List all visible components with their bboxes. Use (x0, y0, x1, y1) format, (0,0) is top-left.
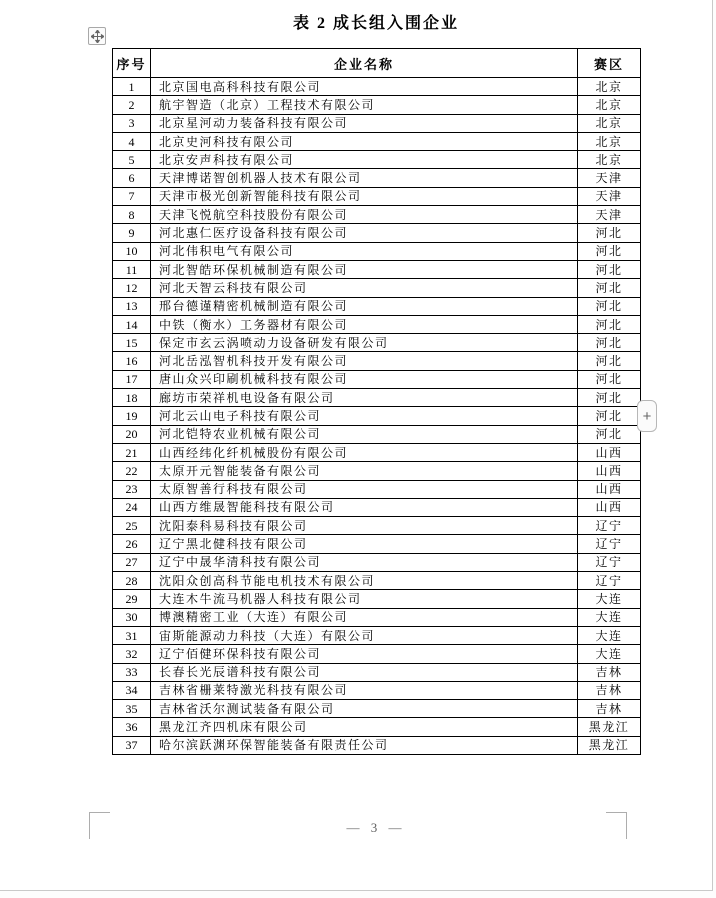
table-row (113, 535, 641, 553)
table-row (113, 279, 641, 297)
region-cell[interactable]: 大连 (578, 645, 641, 663)
table-row (113, 608, 641, 626)
company-name-cell[interactable]: 山西经纬化纤机械股份有限公司 (151, 443, 578, 461)
row-index-cell[interactable]: 19 (113, 407, 151, 425)
row-index-cell[interactable]: 21 (113, 443, 151, 461)
table-row (113, 663, 641, 681)
company-name-cell[interactable]: 宙斯能源动力科技（大连）有限公司 (151, 626, 578, 644)
region-cell[interactable]: 吉林 (578, 663, 641, 681)
row-index-cell[interactable]: 12 (113, 279, 151, 297)
row-index-cell[interactable]: 28 (113, 572, 151, 590)
company-name-cell[interactable]: 河北惠仁医疗设备科技有限公司 (151, 224, 578, 242)
company-name-cell[interactable]: 山西方维晟智能科技有限公司 (151, 498, 578, 516)
table-row (113, 700, 641, 718)
company-name-cell[interactable]: 黑龙江齐四机床有限公司 (151, 718, 578, 736)
region-cell[interactable]: 河北 (578, 425, 641, 443)
table-row (113, 517, 641, 535)
row-index-cell[interactable]: 13 (113, 297, 151, 315)
company-name-cell[interactable]: 河北铠特农业机械有限公司 (151, 425, 578, 443)
table-row (113, 498, 641, 516)
move-arrows-icon (91, 30, 104, 43)
row-index-cell[interactable]: 25 (113, 517, 151, 535)
company-name-cell[interactable]: 辽宁佰健环保科技有限公司 (151, 645, 578, 663)
region-cell[interactable]: 河北 (578, 315, 641, 333)
row-index-cell[interactable]: 22 (113, 462, 151, 480)
row-index-cell[interactable]: 9 (113, 224, 151, 242)
region-cell[interactable]: 吉林 (578, 681, 641, 699)
row-index-cell[interactable]: 35 (113, 700, 151, 718)
enterprise-table (112, 48, 641, 755)
table-row (113, 407, 641, 425)
row-index-cell[interactable]: 36 (113, 718, 151, 736)
region-cell[interactable]: 河北 (578, 389, 641, 407)
company-name-cell[interactable]: 河北伟积电气有限公司 (151, 242, 578, 260)
row-index-cell[interactable]: 4 (113, 132, 151, 150)
region-cell[interactable]: 北京 (578, 96, 641, 114)
company-name-cell[interactable]: 廊坊市荣祥机电设备有限公司 (151, 389, 578, 407)
region-cell[interactable]: 大连 (578, 626, 641, 644)
table-row (113, 553, 641, 571)
margin-corner-mark-left (89, 812, 110, 839)
region-cell[interactable]: 辽宁 (578, 553, 641, 571)
row-index-cell[interactable]: 16 (113, 352, 151, 370)
table-move-handle[interactable] (88, 27, 106, 45)
table-row (113, 590, 641, 608)
region-cell[interactable]: 北京 (578, 114, 641, 132)
table-row (113, 132, 641, 150)
row-index-cell[interactable]: 14 (113, 315, 151, 333)
region-cell[interactable]: 天津 (578, 187, 641, 205)
row-index-cell[interactable]: 1 (113, 78, 151, 96)
region-cell[interactable]: 河北 (578, 242, 641, 260)
table-row (113, 334, 641, 352)
company-name-cell[interactable]: 辽宁中晟华清科技有限公司 (151, 553, 578, 571)
table-row (113, 718, 641, 736)
header-row (113, 49, 641, 78)
company-name-cell[interactable]: 唐山众兴印刷机械科技有限公司 (151, 370, 578, 388)
region-cell[interactable]: 大连 (578, 608, 641, 626)
region-cell[interactable]: 辽宁 (578, 535, 641, 553)
table-row (113, 389, 641, 407)
region-cell[interactable]: 黑龙江 (578, 718, 641, 736)
row-index-cell[interactable]: 11 (113, 260, 151, 278)
region-cell[interactable]: 山西 (578, 462, 641, 480)
company-name-cell[interactable]: 邢台德谨精密机械制造有限公司 (151, 297, 578, 315)
row-index-cell[interactable]: 31 (113, 626, 151, 644)
row-index-cell[interactable]: 6 (113, 169, 151, 187)
company-name-cell[interactable]: 沈阳众创高科节能电机技术有限公司 (151, 572, 578, 590)
row-index-cell[interactable]: 20 (113, 425, 151, 443)
company-name-cell[interactable]: 沈阳泰科易科技有限公司 (151, 517, 578, 535)
region-cell[interactable]: 河北 (578, 352, 641, 370)
table-row (113, 206, 641, 224)
row-index-cell[interactable]: 23 (113, 480, 151, 498)
header-index[interactable]: 序号 (113, 49, 151, 78)
row-index-cell[interactable]: 26 (113, 535, 151, 553)
row-index-cell[interactable]: 15 (113, 334, 151, 352)
company-name-cell[interactable]: 大连木牛流马机器人科技有限公司 (151, 590, 578, 608)
table-row (113, 297, 641, 315)
region-cell[interactable]: 吉林 (578, 700, 641, 718)
company-name-cell[interactable]: 河北岳泓智机科技开发有限公司 (151, 352, 578, 370)
table-row (113, 572, 641, 590)
table-row (113, 626, 641, 644)
table-row (113, 480, 641, 498)
table-row (113, 370, 641, 388)
table-row (113, 224, 641, 242)
company-name-cell[interactable]: 哈尔滨跃渊环保智能装备有限责任公司 (151, 736, 578, 754)
region-cell[interactable]: 山西 (578, 498, 641, 516)
company-name-cell[interactable]: 辽宁黑北健科技有限公司 (151, 535, 578, 553)
row-index-cell[interactable]: 34 (113, 681, 151, 699)
table-title[interactable]: 表 2 成长组入围企业 (292, 15, 459, 32)
row-index-cell[interactable]: 17 (113, 370, 151, 388)
row-index-cell[interactable]: 18 (113, 389, 151, 407)
row-index-cell[interactable]: 8 (113, 206, 151, 224)
table-row (113, 315, 641, 333)
company-name-cell[interactable]: 北京星河动力装备科技有限公司 (151, 114, 578, 132)
region-cell[interactable]: 北京 (578, 132, 641, 150)
plus-button[interactable]: + (637, 400, 657, 432)
region-cell[interactable]: 辽宁 (578, 517, 641, 535)
company-name-cell[interactable]: 太原智善行科技有限公司 (151, 480, 578, 498)
table-row (113, 151, 641, 169)
company-name-cell[interactable]: 天津市极光创新智能科技有限公司 (151, 187, 578, 205)
table-row (113, 352, 641, 370)
table-row (113, 169, 641, 187)
row-index-cell[interactable]: 32 (113, 645, 151, 663)
row-index-cell[interactable]: 7 (113, 187, 151, 205)
region-cell[interactable]: 山西 (578, 443, 641, 461)
table-row (113, 242, 641, 260)
header-region[interactable]: 赛区 (578, 49, 641, 78)
header-name[interactable]: 企业名称 (151, 49, 578, 78)
row-index-cell[interactable]: 27 (113, 553, 151, 571)
row-index-cell[interactable]: 2 (113, 96, 151, 114)
company-name-cell[interactable]: 天津博诺智创机器人技术有限公司 (151, 169, 578, 187)
company-name-cell[interactable]: 保定市玄云涡喷动力设备研发有限公司 (151, 334, 578, 352)
company-name-cell[interactable]: 太原开元智能装备有限公司 (151, 462, 578, 480)
region-cell[interactable]: 河北 (578, 224, 641, 242)
company-name-cell[interactable]: 河北智皓环保机械制造有限公司 (151, 260, 578, 278)
region-cell[interactable]: 大连 (578, 590, 641, 608)
region-cell[interactable]: 黑龙江 (578, 736, 641, 754)
region-cell[interactable]: 河北 (578, 297, 641, 315)
company-name-cell[interactable]: 中铁（衡水）工务器材有限公司 (151, 315, 578, 333)
row-index-cell[interactable]: 37 (113, 736, 151, 754)
row-index-cell[interactable]: 29 (113, 590, 151, 608)
region-cell[interactable]: 天津 (578, 206, 641, 224)
company-name-cell[interactable]: 河北云山电子科技有限公司 (151, 407, 578, 425)
region-cell[interactable]: 河北 (578, 370, 641, 388)
page-number: — 3 — (346, 820, 406, 835)
row-index-cell[interactable]: 3 (113, 114, 151, 132)
row-index-cell[interactable]: 10 (113, 242, 151, 260)
company-name-cell[interactable]: 河北天智云科技有限公司 (151, 279, 578, 297)
table-row (113, 187, 641, 205)
table-row (113, 443, 641, 461)
region-cell[interactable]: 山西 (578, 480, 641, 498)
company-name-cell[interactable]: 北京安声科技有限公司 (151, 151, 578, 169)
table-row (113, 462, 641, 480)
row-index-cell[interactable]: 5 (113, 151, 151, 169)
table-row (113, 78, 641, 96)
company-name-cell[interactable]: 天津飞悦航空科技股份有限公司 (151, 206, 578, 224)
region-cell[interactable]: 河北 (578, 407, 641, 425)
table-row (113, 114, 641, 132)
company-name-cell[interactable]: 吉林省栅莱特激光科技有限公司 (151, 681, 578, 699)
table-row (113, 645, 641, 663)
table-row (113, 260, 641, 278)
table-row (113, 96, 641, 114)
table-row (113, 425, 641, 443)
company-name-cell[interactable]: 长春长光辰谱科技有限公司 (151, 663, 578, 681)
company-name-cell[interactable]: 航宇智造（北京）工程技术有限公司 (151, 96, 578, 114)
company-name-cell[interactable]: 吉林省沃尔测试装备有限公司 (151, 700, 578, 718)
region-cell[interactable]: 辽宁 (578, 572, 641, 590)
row-index-cell[interactable]: 33 (113, 663, 151, 681)
region-cell[interactable]: 北京 (578, 151, 641, 169)
row-index-cell[interactable]: 30 (113, 608, 151, 626)
region-cell[interactable]: 北京 (578, 78, 641, 96)
region-cell[interactable]: 河北 (578, 260, 641, 278)
region-cell[interactable]: 河北 (578, 334, 641, 352)
company-name-cell[interactable]: 北京国电高科科技有限公司 (151, 78, 578, 96)
table-row (113, 736, 641, 754)
region-cell[interactable]: 天津 (578, 169, 641, 187)
company-name-cell[interactable]: 北京史河科技有限公司 (151, 132, 578, 150)
company-name-cell[interactable]: 博澳精密工业（大连）有限公司 (151, 608, 578, 626)
row-index-cell[interactable]: 24 (113, 498, 151, 516)
table-row (113, 681, 641, 699)
region-cell[interactable]: 河北 (578, 279, 641, 297)
